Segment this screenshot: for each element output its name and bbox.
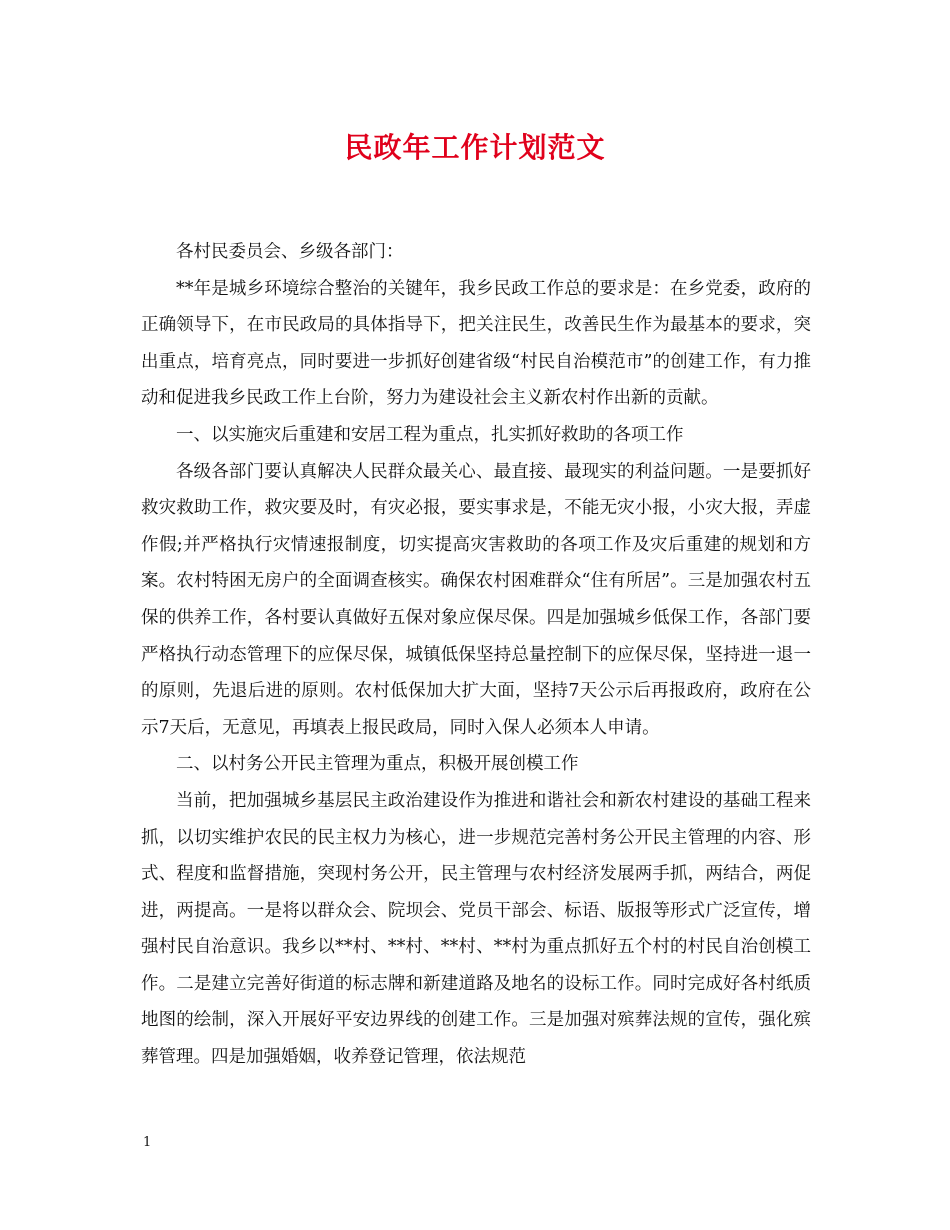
section-two-paragraph: 当前，把加强城乡基层民主政治建设作为推进和谐社会和新农村建设的基础工程来抓，以切实维护农民的民主权力为核心，进一步规范完善村务公开民主管理的内容、形式、程度和监督措施，突现村务公开，民主管理与农村经济发展两手抓，两结合，两促进，两提高。一是将以群众会、院坝会、党员干部会、标语、版报等形式广泛宣传，增强村民自治意识。我乡以**村、**村、**村、**村为重点抓好五个村的村民自治创模工作。二是建立完善好街道的标志牌和新建道路及地名的设标工作。同时完成好各村纸质地图的绘制，深入开展好平安边界线的创建工作。三是加强对殡葬法规的宣传，强化殡葬管理。四是加强婚姻，收养登记管理，依法规范 — [141, 790, 811, 1068]
section-heading-one: 一、以实施灾后重建和安居工程为重点，扎实抓好救助的各项工作 — [176, 424, 684, 445]
intro-paragraph: **年是城乡环境综合整治的关键年，我乡民政工作总的要求是：在乡党委，政府的正确领导下，在市民政局的具体指导下，把关注民生，改善民生作为最基本的要求，突出重点，培育亮点，同时要进一步抓好创建省级“村民自治模范市”的创建工作，有力推动和促进我乡民政工作上台阶，努力为建设社会主义新农村作出新的贡献。 — [141, 278, 811, 409]
page-number: 1 — [143, 1135, 152, 1150]
document-title: 民政年工作计划范文 — [344, 131, 606, 164]
document-body — [141, 234, 811, 1076]
section-heading-two: 二、以村务公开民主管理为重点，积极开展创模工作 — [176, 754, 579, 775]
section-one-paragraph: 各级各部门要认真解决人民群众最关心、最直接、最现实的利益问题。一是要抓好救灾救助工作，救灾要及时，有灾必报，要实事求是，不能无灾小报，小灾大报，弄虚作假;并严格执行灾情速报制度，切实提高灾害救助的各项工作及灾后重建的规划和方案。农村特困无房户的全面调查核实。确保农村困难群众“住有所居”。三是加强农村五保的供养工作，各村要认真做好五保对象应保尽保。四是加强城乡低保工作，各部门要严格执行动态管理下的应保尽保，城镇低保坚持总量控制下的应保尽保，坚持进一退一的原则，先退后进的原则。农村低保加大扩大面，坚持7天公示后再报政府，政府在公示7天后，无意见，再填表上报民政局，同时入保人必须本人申请。 — [141, 461, 811, 738]
salutation-paragraph: 各村民委员会、乡级各部门： — [176, 242, 404, 262]
